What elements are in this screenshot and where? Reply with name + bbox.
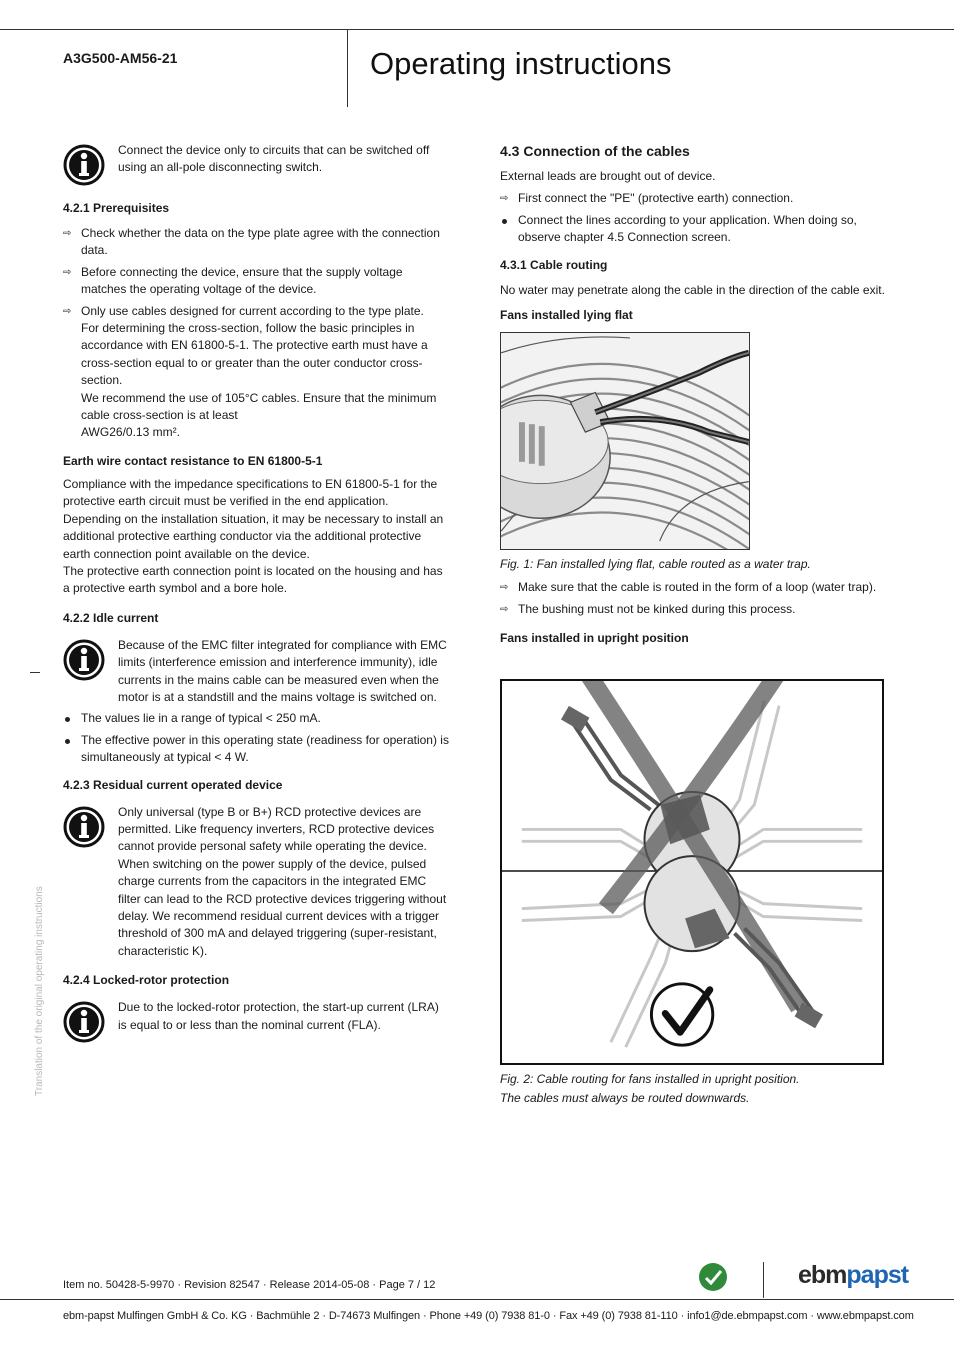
list-item: ⇨ Make sure that the cable is routed in the form of a loop (water trap).: [500, 579, 890, 596]
arrow-icon: ⇨: [500, 193, 509, 205]
figure-2-caption-line-1: Fig. 2: Cable routing for fans installed in upright position.: [500, 1072, 800, 1087]
earth-wire-p2: Depending on the installation situation, it may be necessary to install an additional protective earthing conductor via the additional protective earth connection point available on the device.: [63, 511, 444, 561]
right-column: [500, 142, 890, 1108]
info-note-disconnect: [63, 142, 450, 186]
connection-intro: External leads are brought out of device.: [500, 169, 716, 183]
arrow-icon: ⇨: [63, 305, 72, 317]
list-item: ⇨ The bushing must not be kinked during this process.: [500, 601, 890, 618]
footer-address: ebm-papst Mulfingen GmbH & Co. KG · Bachmühle 2 · D-74673 Mulfingen · Phone +49 (0) 7938 81-0 · Fax +49 (0) 7938 81-110 · info1@de.ebmpapst.com · www.ebmpapst.com: [63, 1310, 914, 1322]
fold-mark: [30, 672, 40, 673]
info-note-locked: [63, 999, 450, 1043]
footer-divider: [763, 1262, 764, 1298]
prereq-cable-text: We recommend the use of 105°C cables. Ensure that the minimum cable cross-section is at least: [81, 390, 437, 423]
info-note-rcd: [63, 804, 450, 961]
footer-rule: [0, 1299, 954, 1300]
idle-current-heading: 4.2.2 Idle current: [63, 610, 159, 625]
earth-wire-heading: Earth wire contact resistance to EN 61800-5-1: [63, 453, 323, 468]
note-text: Due to the locked-rotor protection, the start-up current (LRA) is equal to or less than the nominal current (FLA).: [118, 1000, 439, 1032]
earth-wire-p3: The protective earth connection point is located on the housing and has a protective earth symbol and a bore hole.: [63, 563, 443, 596]
arrow-icon: ⇨: [63, 266, 72, 278]
locked-rotor-heading: 4.2.4 Locked-rotor protection: [63, 973, 230, 988]
list-item: Connect the lines according to your application. When doing so, observe chapter 4.5 Connection screen.: [500, 212, 890, 247]
arrow-icon: ⇨: [500, 603, 509, 615]
figure-1-caption: Fig. 1: Fan installed lying flat, cable routed as a water trap.: [500, 557, 811, 572]
bullet-icon: [502, 219, 507, 224]
earth-wire-p1: Compliance with the impedance specifications to EN 61800-5-1 for the protective earth circuit must be verified in the end application.: [63, 476, 438, 509]
arrow-icon: ⇨: [63, 228, 72, 239]
list-item: ⇨ First connect the "PE" (protective earth) connection.: [500, 190, 890, 207]
list-item: The values lie in a range of typical < 250 mA.: [63, 710, 450, 727]
list-item: ⇨ Check whether the data on the type plate agree with the connection data.: [63, 226, 440, 258]
upright-heading: Fans installed in upright position: [500, 631, 689, 646]
lying-flat-heading: Fans installed lying flat: [500, 308, 633, 323]
info-icon: [63, 144, 105, 186]
cable-routing-text: No water may penetrate along the cable in the direction of the cable exit.: [500, 282, 885, 297]
info-icon: [63, 1001, 105, 1043]
idle-list: [63, 710, 450, 766]
page-title: Operating instructions: [370, 46, 672, 81]
note-text: Connect the device only to circuits that can be switched off using an all-pole disconnecting switch.: [118, 143, 430, 175]
list-item: ⇨ Only use cables designed for current according to the type plate. For determining the cross-section, follow the basic principles in accordance with EN 61800-5-1. The protective earth must have a cross-section equal to or greater than the outer conductor cross-section. We recommend the use of 105°C cables. Ensure that the minimum cable cross-section is at least AWG26/0.13 mm².: [63, 303, 437, 440]
prereq-cross-section-text: For determining the cross-section, follow the basic principles in accordance with EN 61800-5-1. The protective earth must have a cross-section equal to or greater than the outer conductor cross-section.: [81, 321, 428, 388]
left-column: [63, 142, 450, 1043]
prerequisites-heading: 4.2.1 Prerequisites: [63, 201, 170, 215]
bullet-icon: [65, 739, 70, 744]
info-icon: [63, 806, 105, 848]
prerequisites-list: [63, 225, 450, 442]
list-item: The effective power in this operating state (readiness for operation) is simultaneously at typical < 4 W.: [63, 732, 450, 767]
sidebar-translation-note: Translation of the original operating instructions: [34, 886, 45, 1096]
header-divider: [347, 29, 348, 107]
connection-list: [500, 190, 890, 246]
info-note-idle: [63, 637, 450, 707]
cable-routing-heading: 4.3.1 Cable routing: [500, 257, 608, 272]
info-icon: [63, 639, 105, 681]
footer-item-info: Item no. 50428-5-9970 · Revision 82547 · Release 2014-05-08 · Page 7 / 12: [63, 1279, 436, 1291]
arrow-icon: ⇨: [500, 582, 509, 594]
note-text: Only universal (type B or B+) RCD protective devices are permitted. Like frequency inverters, RCD protective devices cannot provide personal safety while operating the device. When switching on the power supply of the device, pulsed charge currents from the capacitors in the integrated EMC filter can lead to the RCD protective devices triggering without delay. We recommend residual current devices with a trigger threshold of 300 mA and delayed triggering (super-resistant, characteristic K).: [118, 804, 447, 958]
connection-heading: 4.3 Connection of the cables: [500, 143, 690, 159]
figure-fan-upright: [500, 679, 884, 1065]
lying-flat-list: [500, 579, 890, 618]
green-tech-logo: [698, 1262, 728, 1292]
prereq-awg-text: AWG26/0.13 mm².: [81, 425, 180, 440]
model-number: A3G500-AM56-21: [63, 50, 178, 66]
header-top-rule: [0, 29, 954, 30]
note-text: Because of the EMC filter integrated for compliance with EMC limits (interference emission and interference immunity), idle currents in the mains cable can be measured even when the motor is at a standstill and the mains voltage is switched on.: [118, 637, 447, 704]
figure-fan-lying-flat: [500, 332, 750, 550]
bullet-icon: [65, 717, 70, 722]
list-item: ⇨ Before connecting the device, ensure that the supply voltage matches the operating voltage of the device.: [63, 264, 403, 297]
ebmpapst-logo: ebmpapst: [798, 1261, 909, 1289]
rcd-heading: 4.2.3 Residual current operated device: [63, 777, 283, 792]
figure-2-caption-line-2: The cables must always be routed downwards.: [500, 1091, 750, 1106]
